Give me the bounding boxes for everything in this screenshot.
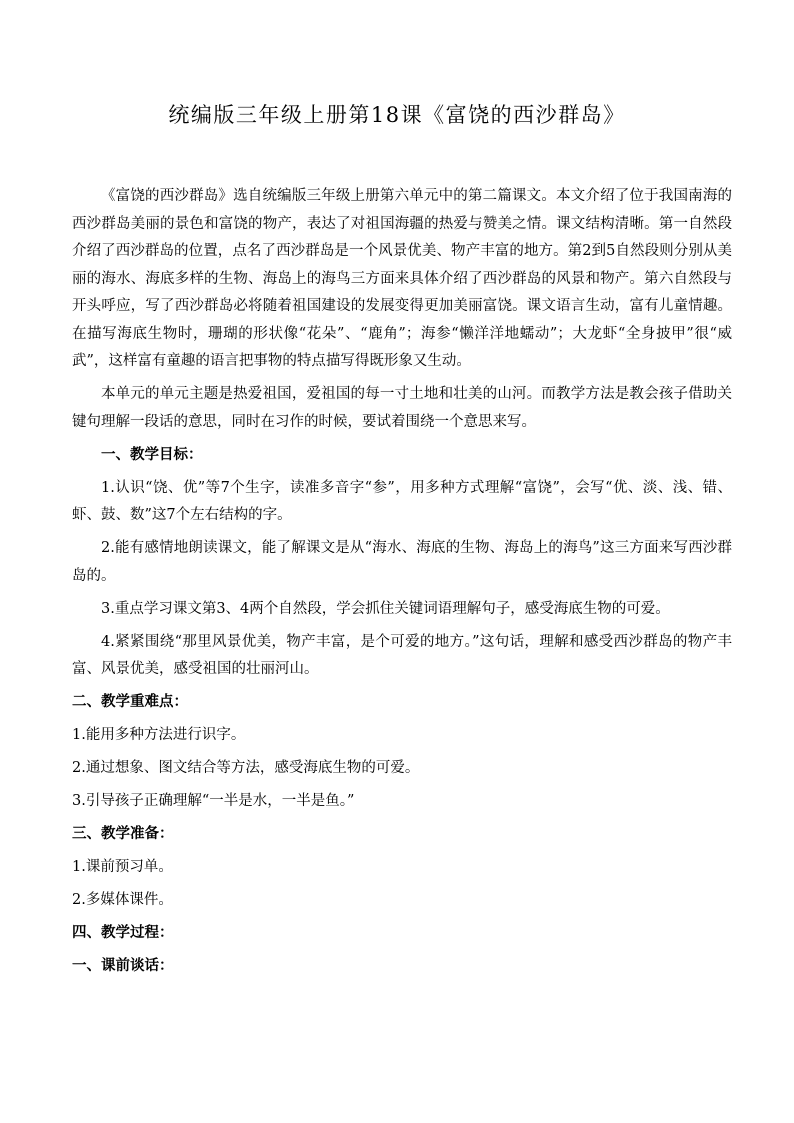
process-sub-heading: 一、课前谈话：	[72, 958, 174, 974]
preparation-heading: 三、教学准备：	[72, 826, 174, 842]
goal-item: 4.紧紧围绕“那里风景优美，物产丰富，是个可爱的地方。”这句话，理解和感受西沙群岛的物产丰富、风景优美，感受祖国的壮丽河山。	[72, 633, 732, 677]
goals-heading: 一、教学目标：	[101, 446, 203, 463]
goal-item: 1.认识“饶、优”等7个生字，读准多音字“参”，用多种方式理解“富饶”，会写“优、淡、浅、错、虾、鼓、数”这7个左右结构的字。	[72, 479, 732, 523]
key-point-item: 1.能用多种方法进行识字。	[72, 727, 246, 743]
intro-paragraph: 《富饶的西沙群岛》选自统编版三年级上册第六单元中的第二篇课文。本文介绍了位于我国南海的西沙群岛美丽的景色和富饶的物产，表达了对祖国海疆的热爱与赞美之情。课文结构清晰。第一自然段介绍了西沙群岛的位置，点名了西沙群岛是一个风景优美、物产丰富的地方。第2到5自然段则分别从美丽的海水、海底多样的生物、海岛上的海鸟三方面来具体介绍了西沙群岛的风景和物产。第六自然段与开头呼应，写了西沙群岛必将随着祖国建设的发展变得更加美丽富饶。课文语言生动，富有儿童情趣。在描写海底生物时，珊瑚的形状像“花朵”、“鹿角”；海参“懒洋洋地蠕动”；大龙虾“全身披甲”很“威武”，这样富有童趣的语言把事物的特点描写得既形象又生动。	[72, 188, 732, 369]
document-body	[72, 183, 732, 986]
key-point-item: 2.通过想象、图文结合等方法，感受海底生物的可爱。	[72, 760, 420, 776]
process-heading: 四、教学过程：	[72, 925, 174, 941]
key-point-item: 3.引导孩子正确理解“一半是水，一半是鱼。”	[72, 793, 355, 809]
goal-item: 3.重点学习课文第3、4两个自然段，学会抓住关键词语理解句子，感受海底生物的可爱。	[101, 600, 670, 617]
preparation-item: 2.多媒体课件。	[72, 892, 173, 908]
goal-item: 2.能有感情地朗读课文，能了解课文是从“海水、海底的生物、海岛上的海鸟”这三方面来写西沙群岛的。	[72, 540, 732, 584]
key-points-heading: 二、教学重难点：	[72, 694, 188, 710]
document-title: 统编版三年级上册第18课《富饶的西沙群岛》	[168, 103, 626, 127]
unit-theme-paragraph: 本单元的单元主题是热爱祖国，爱祖国的每一寸土地和壮美的山河。而教学方法是教会孩子借助关键句理解一段话的意思，同时在习作的时候，要试着围绕一个意思来写。	[72, 386, 732, 430]
preparation-item: 1.课前预习单。	[72, 859, 173, 875]
